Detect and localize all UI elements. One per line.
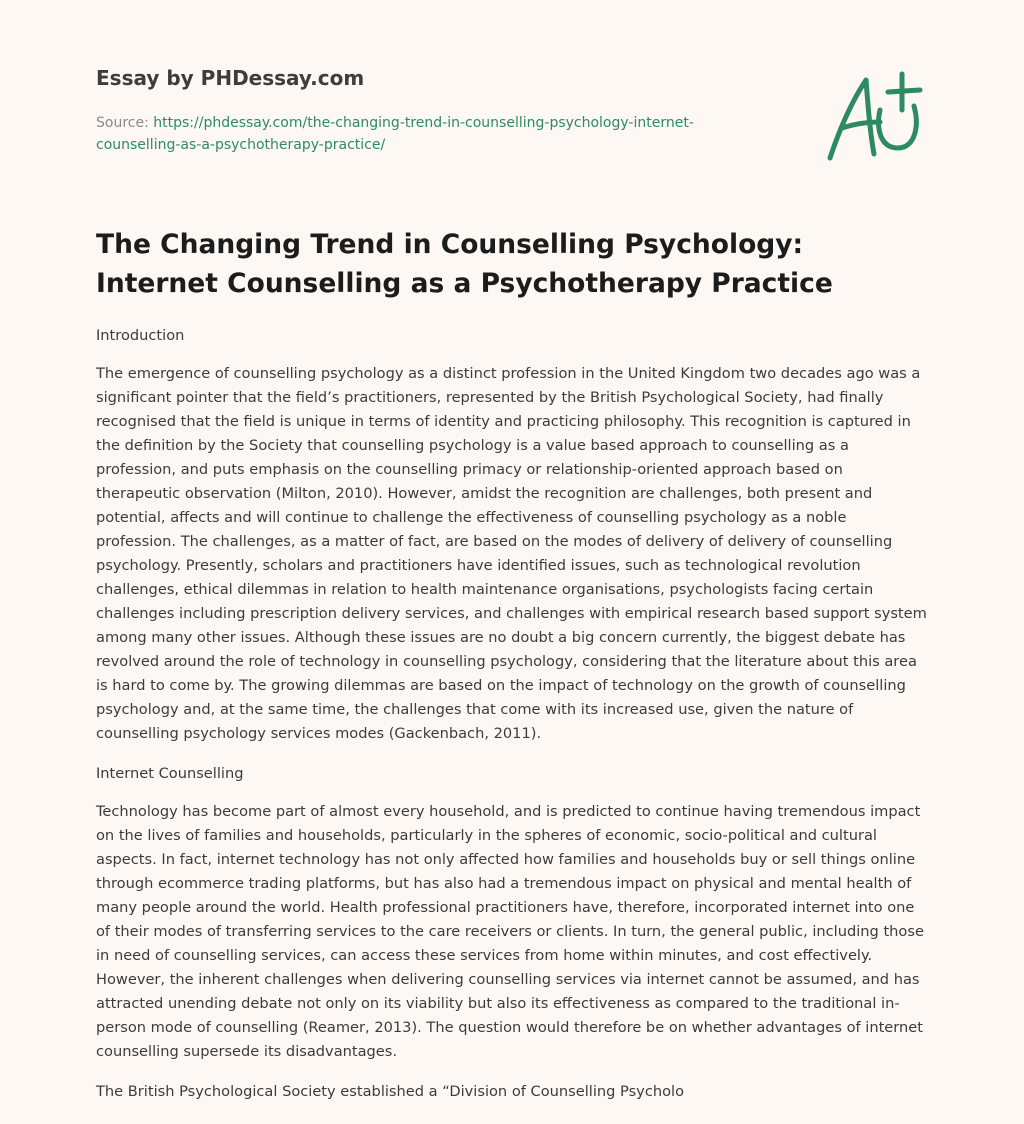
- section-heading-internet-counselling: Internet Counselling: [96, 765, 244, 782]
- source-link-line1: https://phdessay.com/the-changing-trend-in-counselling-psychology-internet-: [153, 115, 694, 131]
- source-label: Source:: [96, 115, 154, 131]
- paragraph-bps-division: The British Psychological Society established a “Division of Counselling Psycholo: [96, 1083, 685, 1100]
- source-link-line2: counselling-as-a-psychotherapy-practice/: [96, 137, 386, 153]
- site-brand: Essay by PHDessay.com: [96, 66, 365, 90]
- source-link[interactable]: [96, 115, 694, 153]
- source-line: [96, 112, 776, 156]
- a-plus-grade-logo: [822, 66, 930, 166]
- essay-title: The Changing Trend in Counselling Psychology: Internet Counselling as a Psychotherapy Practice: [96, 229, 833, 299]
- paragraph-introduction: The emergence of counselling psychology as a distinct profession in the United Kingdom two decades ago was a significant pointer that the field’s practitioners, represented by the British Psychological Society, had finally recognised that the field is unique in terms of identity and practicing philosophy. This recognition is captured in the definition by the Society that counselling psychology is a value based approach to counselling as a profession, and puts emphasis on the counselling primacy or relationship-oriented approach based on therapeutic observation (Milton, 2010). However, amidst the recognition are challenges, both present and potential, affects and will continue to challenge the effectiveness of counselling psychology as a noble profession. The challenges, as a matter of fact, are based on the modes of delivery of delivery of counselling psychology. Presently, scholars and practitioners have identified issues, such as technological revolution challenges, ethical dilemmas in relation to health maintenance organisations, psychologists facing certain challenges including prescription delivery services, and challenges with empirical research based support system among many other issues. Although these issues are no doubt a big concern currently, the biggest debate has revolved around the role of technology in counselling psychology, considering that the literature about this area is hard to come by. The growing dilemmas are based on the impact of technology on the growth of counselling psychology and, at the same time, the challenges that come with its increased use, given the nature of counselling psychology services modes (Gackenbach, 2011).: [96, 365, 927, 742]
- section-heading-introduction: Introduction: [96, 327, 185, 344]
- paragraph-internet-counselling: Technology has become part of almost every household, and is predicted to continue having tremendous impact on the lives of families and households, particularly in the spheres of economic, socio-political and cultural aspects. In fact, internet technology has not only affected how families and households buy or sell things online through ecommerce trading platforms, but has also had a tremendous impact on physical and mental health of many people around the world. Health professional practitioners have, therefore, incorporated internet into one of their modes of transferring services to the care receivers or clients. In turn, the general public, including those in need of counselling services, can access these services from home within minutes, and cost effectively. However, the inherent challenges when delivering counselling services via internet cannot be assumed, and has attracted unending debate not only on its viability but also its effectiveness as compared to the traditional in-person mode of counselling (Reamer, 2013). The question would therefore be on whether advantages of internet counselling supersede its disadvantages.: [96, 803, 924, 1060]
- essay-body: [96, 324, 928, 1120]
